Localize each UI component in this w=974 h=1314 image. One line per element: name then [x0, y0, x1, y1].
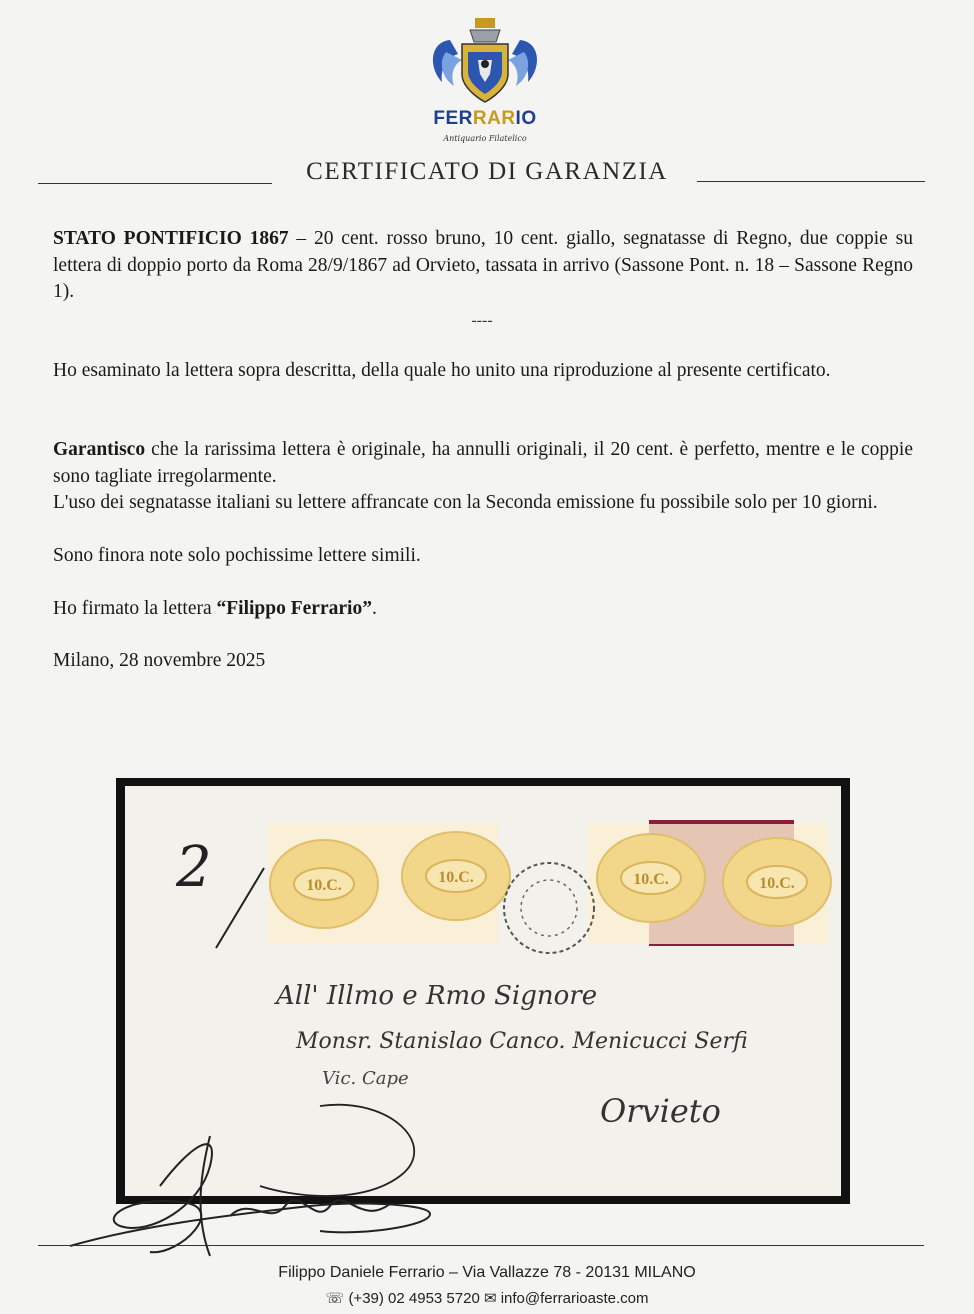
- footer-contacts: [0, 1289, 974, 1307]
- logo-subtitle: Antiquario Filatelico: [443, 134, 527, 143]
- stamp-label-4: 10.C.: [759, 875, 795, 892]
- title-rule-right: [697, 181, 925, 182]
- coat-of-arms-icon: [420, 12, 550, 108]
- lot-details: – 20 cent. rosso bruno, 10 cent. giallo, segnatasse di Regno, due coppie su lettera di doppio porto da Roma 28/9/1867 ad Orvieto, tassata in arrivo (Sassone Pont. n. 18 – Sassone Regno 1).: [53, 228, 913, 302]
- stamp-label-3: 10.C.: [633, 871, 669, 888]
- footer-rule: [38, 1245, 924, 1246]
- examined-paragraph: Ho esaminato la lettera sopra descritta, della quale ho unito una riproduzione al presente certificato.: [53, 360, 831, 381]
- destination: Orvieto: [600, 1092, 721, 1130]
- address-line-2: Monsr. Stanislao Canco. Menicucci Serfi: [296, 1029, 748, 1054]
- signed-paragraph: [53, 596, 913, 623]
- phone-icon: ☏: [325, 1290, 349, 1307]
- logo-wordmark: FERRARIO: [433, 108, 537, 129]
- guarantee-label: Garantisco: [53, 439, 146, 460]
- cover-photo: [116, 778, 850, 1204]
- signed-suffix: .: [371, 598, 377, 619]
- usage-paragraph: L'uso dei segnatasse italiani su lettere affrancate con la Seconda emissione fu possibile solo per 10 giorni.: [53, 492, 878, 513]
- rarity-paragraph: Sono finora note solo pochissime lettere simili.: [53, 545, 421, 566]
- lot-description: [53, 226, 913, 306]
- stamp-label-1: 10.C.: [306, 877, 342, 894]
- guarantee-text: che la rarissima lettera è originale, ha annulli originali, il 20 cent. è perfetto, mentre e le coppie sono tagliate irregolarmente.: [53, 439, 913, 487]
- footer-email[interactable]: info@ferrarioaste.com: [500, 1290, 649, 1307]
- footer-phone: (+39) 02 4953 5720: [348, 1290, 480, 1307]
- mail-icon: ✉: [479, 1290, 501, 1307]
- cover-image: [116, 778, 850, 1204]
- place-date: Milano, 28 novembre 2025: [53, 650, 266, 671]
- tax-mark: 2: [176, 835, 212, 900]
- footer-name: Filippo Daniele Ferrario: [278, 1264, 445, 1281]
- stamp-label-2: 10.C.: [438, 869, 474, 886]
- separator: ----: [471, 312, 493, 329]
- guarantee-paragraph: [53, 437, 913, 490]
- ferrario-logo: [420, 12, 550, 152]
- signed-name: “Filippo Ferrario”: [216, 598, 372, 619]
- signed-prefix: Ho firmato la lettera: [53, 598, 217, 619]
- footer-address: [0, 1264, 974, 1282]
- footer-street: – Via Vallazze 78 - 20131 MILANO: [444, 1264, 696, 1281]
- address-line-3: Vic. Cape: [322, 1068, 409, 1089]
- certificate-title: CERTIFICATO DI GARANZIA: [306, 158, 668, 185]
- lot-title: STATO PONTIFICIO 1867: [53, 228, 289, 249]
- address-line-1: All' Illmo e Rmo Signore: [276, 981, 598, 1011]
